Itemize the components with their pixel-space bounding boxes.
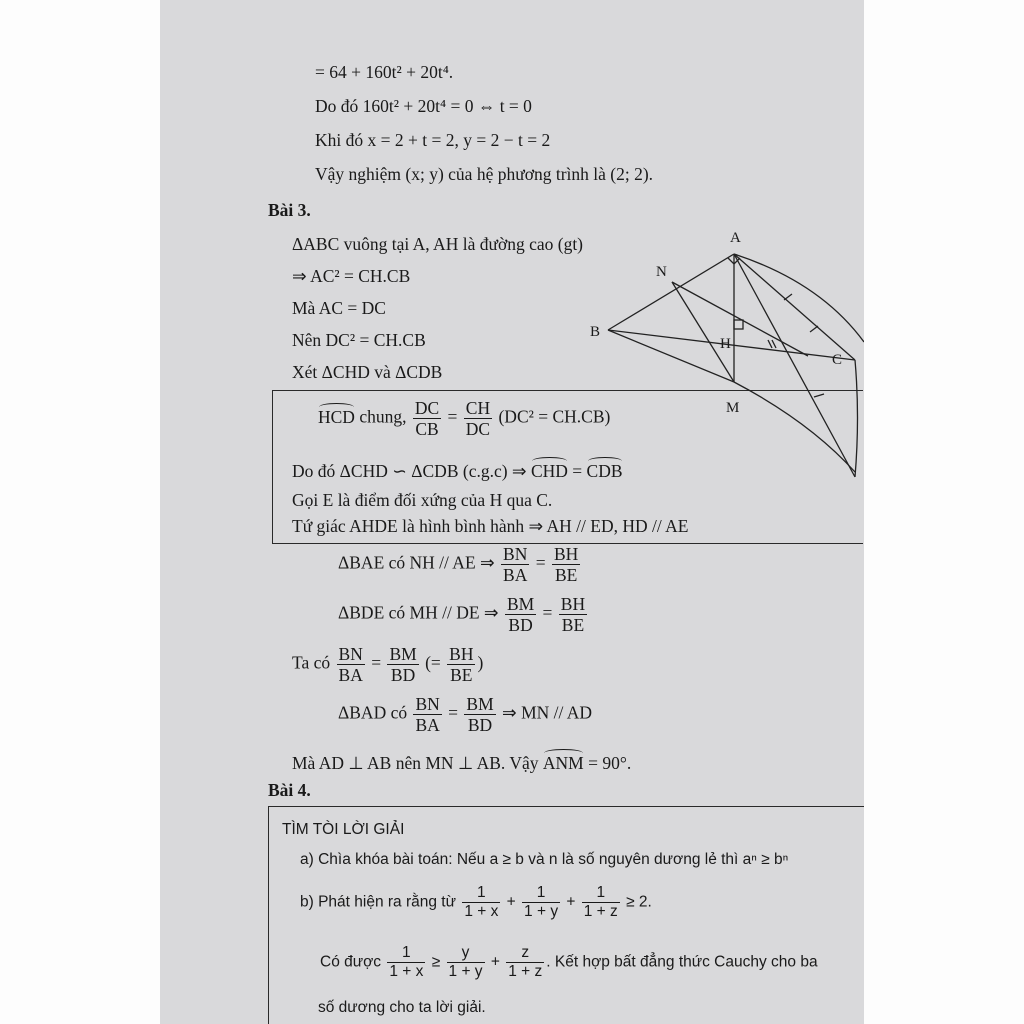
bai3-line-5: Xét ΔCHD và ΔCDB [292,362,443,382]
bai3-line-9: Tứ giác AHDE là hình bình hành ⇒ AH // ED, HD // AE [292,516,689,536]
fraction-z-1z: $\frac{z}{1 + z}$ [508,944,543,980]
fraction-ch-dc: $\frac{CH}{DC}$ [465,398,491,440]
bai4-heading: Bài 4. [268,780,311,800]
label-c: C [832,352,843,368]
bai3-line-6: HCD chung, $\frac{DC}{CB}$ = $\frac{CH}{DC}$ (DC² = CH.CB) [318,398,611,440]
segment-ba [608,254,734,330]
segment-nm [672,282,734,382]
label-a: A [730,230,741,246]
bai3-line-1: ΔABC vuông tại A, AH là đường cao (gt) [292,234,584,254]
segment-nh-ext [672,282,808,356]
arc-md [734,382,855,472]
right-angle-h [734,320,743,329]
tick-4 [768,340,772,348]
tick-3 [814,394,824,397]
fraction-bm-bd-2: $\frac{BM}{BD}$ [389,644,417,686]
bai3-heading: Bài 3. [268,200,311,220]
fraction-1-1y: $\frac{1}{1 + y}$ [524,884,559,920]
fraction-bn-ba-3: $\frac{BN}{BA}$ [415,694,440,736]
bai3-line-4: Nên DC² = CH.CB [292,330,426,350]
angle-hcd: HCD [318,406,355,427]
tick-5 [772,340,776,348]
fraction-bn-ba-2: $\frac{BN}{BA}$ [338,644,363,686]
angle-chd: CHD [530,461,568,481]
fraction-dc-cb: $\frac{DC}{CB}$ [414,398,440,440]
fraction-bm-bd: $\frac{BM}{BD}$ [506,594,535,636]
fraction-bh-be-3: $\frac{BH}{BE}$ [449,644,474,686]
hint-box-title: TÌM TÒI LỜI GIẢI [282,821,405,838]
angle-cdb: CDB [586,461,623,481]
hint-a: a) Chìa khóa bài toán: Nếu a ≥ b và n là số nguyên dương lẻ thì aⁿ ≥ bⁿ [300,851,789,868]
label-m: M [726,400,740,416]
angle-anm: ANM [542,753,584,773]
fraction-bh-be: $\frac{BH}{BE}$ [553,544,579,586]
equation-line-2: Do đó 160t² + 20t⁴ = 0 ⇔ t = 0 [315,96,532,116]
bai3-line-3: Mà AC = DC [292,298,386,318]
label-b: B [590,324,601,340]
segment-ac [734,254,855,360]
bai3-line-14: Mà AD ⊥ AB nên MN ⊥ AB. Vậy ANM = 90°. [292,753,632,773]
fraction-bn-ba: $\frac{BN}{BA}$ [503,544,528,586]
hint-d: số dương cho ta lời giải. [318,999,486,1016]
tick-2 [810,326,818,332]
fraction-1-1x: $\frac{1}{1 + x}$ [464,884,499,920]
bai3-line-8: Gọi E là điểm đối xứng của H qua C. [292,490,553,510]
fraction-bh-be-2: $\frac{BH}{BE}$ [560,594,586,636]
common-text: chung, [359,406,407,427]
label-n: N [656,264,667,280]
geometry-figure [580,222,864,497]
equation-line-3: Khi đó x = 2 + t = 2, y = 2 − t = 2 [315,130,551,150]
bai3-line-11: ΔBDE có MH // DE ⇒ $\frac{BM}{BD}$ = $\frac{BH}{BE}$ [338,594,586,636]
hint-b: b) Phát hiện ra rằng từ $\frac{1}{1 + x}$ + $\frac{1}{1 + y}$ + $\frac{1}{1 + z}$ ≥ 2. [300,884,652,920]
segment-cd [855,360,858,477]
hint-c: Có được $\frac{1}{1 + x}$ ≥ $\frac{y}{1 + y}$ + $\frac{z}{1 + z}$ . Kết hợp bất đẳng thức Cauchy cho ba [320,944,818,980]
bai3-line-13: ΔBAD có $\frac{BN}{BA}$ = $\frac{BM}{BD}$ ⇒ MN // AD [338,694,593,736]
bai3-line-12: Ta có $\frac{BN}{BA}$ = $\frac{BM}{BD}$ (= $\frac{BH}{BE}$ ) [292,644,484,686]
equation-line-1: = 64 + 160t² + 20t⁴. [315,62,454,82]
conclusion-line: Vậy nghiệm (x; y) của hệ phương trình là (2; 2). [315,164,654,184]
note-text: (DC² = CH.CB) [498,406,611,427]
fraction-y-1y: $\frac{y}{1 + y}$ [448,944,483,980]
fraction-1-1z: $\frac{1}{1 + z}$ [583,884,618,920]
bai3-line-2: ⇒ AC² = CH.CB [292,266,411,286]
fraction-1-1x-2: $\frac{1}{1 + x}$ [389,944,424,980]
edge-ae [734,254,864,342]
bai3-line-10: ΔBAE có NH // AE ⇒ $\frac{BN}{BA}$ = $\frac{BH}{BE}$ [338,544,579,586]
fraction-bm-bd-3: $\frac{BM}{BD}$ [466,694,494,736]
book-page [160,0,864,1024]
bai3-line-7: Do đó ΔCHD ∽ ΔCDB (c.g.c) ⇒ CHD = CDB [292,461,623,481]
tick-1 [784,294,792,300]
label-h: H [720,336,731,352]
